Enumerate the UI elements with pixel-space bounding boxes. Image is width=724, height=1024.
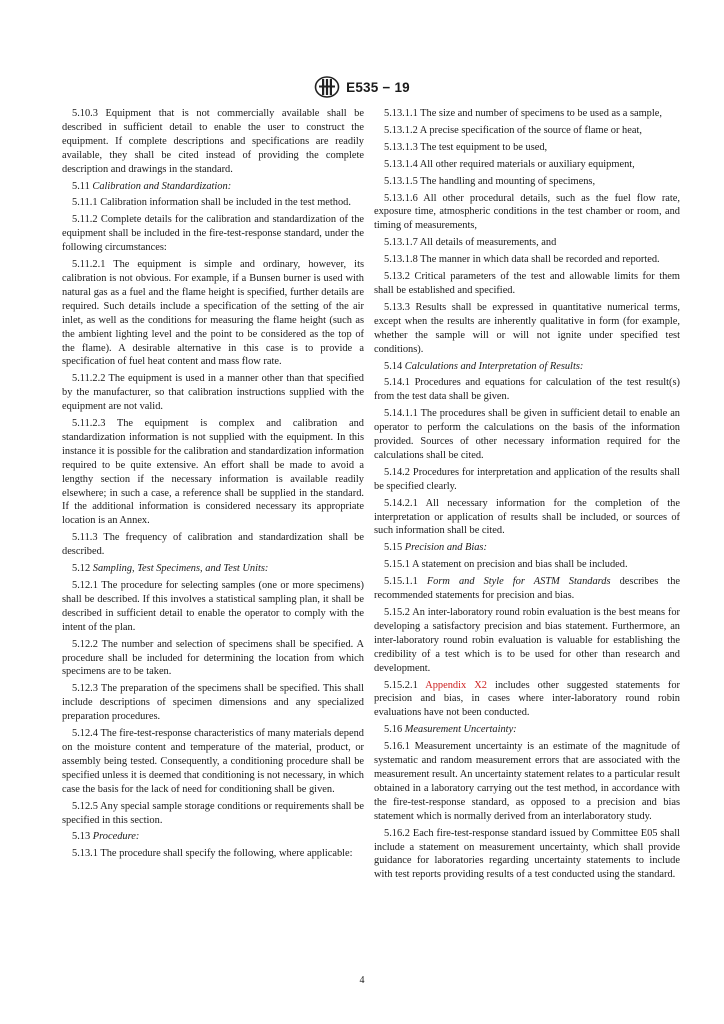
paragraph: 5.16.2 Each fire-test-response standard issued by Committee E05 shall include a statement on measurement uncertainty, which shall provide guidance for laboratories regarding uncertainty statements to include with test reports providing results of a test conducted using the standard. (374, 827, 680, 881)
section-number: 5.11 (72, 180, 93, 192)
clause-number: 5.15.1.1 (384, 576, 427, 588)
paragraph: 5.12.4 The fire-test-response characteristics of many materials depend on the moisture content and temperature of the material, product, or assembly being tested. Consequently, a conditioning procedure shall be specified unless it is deemed that conditioning is not necessary, in which case the basis for the lack of need for conditioning shall be given. (62, 728, 364, 795)
paragraph: 5.14.2.1 All necessary information for the completion of the interpretation or application of results shall be included, or sources of such information shall be cited. (374, 497, 680, 537)
standard-designation: E535 − 19 (346, 79, 410, 95)
left-column (62, 107, 364, 864)
paragraph: 5.14.1.1 The procedures shall be given in sufficient detail to enable an operator to perform the calculations on the basis of the information provided. Sources of other necessary information required for the calculations shall be cited. (374, 408, 680, 461)
appendix-link[interactable]: Appendix X2 (425, 679, 487, 691)
paragraph: 5.11.3 The frequency of calibration and standardization shall be described. (62, 532, 364, 558)
paragraph: 5.12.2 The number and selection of specimens shall be specified. A procedure shall be included for determining the location from which specimens are to be taken. (62, 638, 364, 678)
paragraph: 5.13.3 Results shall be expressed in quantitative numerical terms, except when the results are inherently qualitative in form (for example, whether the sample will or will not ignite under specified test conditions). (374, 301, 680, 355)
section-number: 5.16 (384, 724, 405, 736)
cited-title: Form and Style for ASTM Standards (426, 576, 611, 588)
paragraph: 5.12.5 Any special sample storage conditions or requirements shall be specified in this section. (62, 800, 364, 826)
page-number: 4 (359, 975, 365, 986)
section-title: Measurement Uncertainty: (404, 724, 517, 736)
section-number: 5.13 (72, 831, 93, 843)
paragraph: 5.13.1.8 The manner in which data shall be recorded and reported. (384, 254, 660, 266)
section-heading (374, 360, 680, 374)
section-title: Procedure: (92, 831, 140, 843)
paragraph: 5.13.1.5 The handling and mounting of specimens, (384, 175, 596, 187)
paragraph: 5.12.1 The procedure for selecting samples (one or more specimens) shall be described. If this involves a statistical sampling plan, it shall be described in sufficient detail to enable the operator to comply with the intent of the plan. (62, 580, 364, 633)
paragraph: 5.13.2 Critical parameters of the test and allowable limits for them shall be established and specified. (374, 271, 680, 296)
section-heading (62, 180, 364, 194)
paragraph: 5.14.1 Procedures and equations for calculation of the test result(s) from the test data shall be given. (374, 377, 680, 403)
paragraph: 5.13.1.4 All other required materials or auxiliary equipment, (384, 158, 635, 170)
section-number: 5.12 (72, 563, 93, 575)
paragraph: 5.15.1.1 Form and Style for ASTM Standards describes the recommended statements for precision and bias. (374, 576, 680, 602)
section-title: Calculations and Interpretation of Results: (404, 360, 584, 372)
paragraph: 5.13.1.7 All details of measurements, and (384, 237, 557, 249)
paragraph: 5.14.2 Procedures for interpretation and application of the results shall be specified clearly. (374, 466, 680, 492)
paragraph: 5.11.2.1 The equipment is simple and ordinary, however, its calibration is not obvious. For example, if a Bunsen burner is used with natural gas as a fuel and the flame height is specified, further details are required. Such details include a specification of the setting of the air inlet, as well as the conditions for measuring the flame height (such as the ambient lighting level and the point to be considered as the top of the flame). A desirable alternative in this case is to provide a specification of fuel heat content and mass flow rate. (62, 259, 364, 368)
paragraph: 5.15.2 An inter-laboratory round robin evaluation is the best means for developing a satisfactory precision and bias statement. Furthermore, an inter-laboratory round robin evaluation is valuable for establishing the credibility of a test which is to be used for other than research and development. (374, 607, 680, 674)
right-column (374, 107, 680, 885)
section-heading (374, 541, 680, 555)
paragraph: 5.13.1.3 The test equipment to be used, (384, 141, 548, 153)
paragraph: 5.11.2.2 The equipment is used in a manner other than that specified by the manufacturer, so that calibration instructions supplied with the equipment are not valid. (62, 373, 364, 413)
section-title: Precision and Bias: (404, 542, 487, 554)
paragraph: 5.11.2 Complete details for the calibration and standardization of the equipment shall be included in the fire-test-response standard, under the following circumstances: (62, 214, 364, 254)
section-heading (374, 723, 680, 737)
paragraph: 5.10.3 Equipment that is not commercially available shall be described in sufficient detail to enable the user to construct the equipment. If complete descriptions and specifications are readily available, they shall be cited instead of providing the complete description and drawings in the standard. (62, 108, 364, 175)
page-header (0, 76, 724, 98)
paragraph: 5.15.1 A statement on precision and bias shall be included. (384, 559, 628, 571)
paragraph: 5.11.1 Calibration information shall be included in the test method. (72, 197, 351, 209)
paragraph: 5.13.1.6 All other procedural details, such as the fuel flow rate, exposure time, atmospheric conditions in the test chamber or room, and timing of measurements, (374, 192, 680, 232)
clause-number: 5.15.2.1 (384, 679, 426, 691)
section-number: 5.15 (384, 542, 405, 554)
paragraph: 5.16.1 Measurement uncertainty is an estimate of the magnitude of systematic and random measurement errors that are associated with the measurement result. An uncertainty statement relates to a particular result obtained in a laboratory carrying out the test method, in accordance with the fire-test-response standard, as opposed to a precision and bias statement which is normally derived from an interlaboratory study. (374, 741, 680, 822)
section-heading (62, 830, 364, 844)
paragraph: 5.15.2.1 Appendix X2 includes other suggested statements for precision and bias, in cases where inter-laboratory round robin evaluations have not been conducted. (374, 679, 681, 719)
section-heading (62, 562, 364, 576)
section-title: Sampling, Test Specimens, and Test Units: (92, 563, 269, 575)
section-number: 5.14 (384, 360, 405, 372)
astm-logo-icon (314, 76, 340, 98)
paragraph: 5.13.1.2 A precise specification of the source of flame or heat, (384, 124, 642, 136)
paragraph: 5.13.1.1 The size and number of specimens to be used as a sample, (384, 108, 662, 119)
paragraph: 5.11.2.3 The equipment is complex and calibration and standardization information is not supplied with the equipment. In this instance it is possible for the calibration and standardization information required to be quite extensive. An effort shall be made to avoid a lengthy section if the necessary information is available readily elsewhere; in such a case, a reference shall be supplied in the standard. If the additional information is considered necessary its appropriate location is an Annex. (62, 418, 364, 527)
paragraph: 5.13.1 The procedure shall specify the following, where applicable: (72, 848, 353, 860)
paragraph: 5.12.3 The preparation of the specimens shall be specified. This shall include descriptions of specimen dimensions and any specialized preparation procedures. (62, 683, 364, 723)
section-title: Calibration and Standardization: (92, 180, 232, 192)
